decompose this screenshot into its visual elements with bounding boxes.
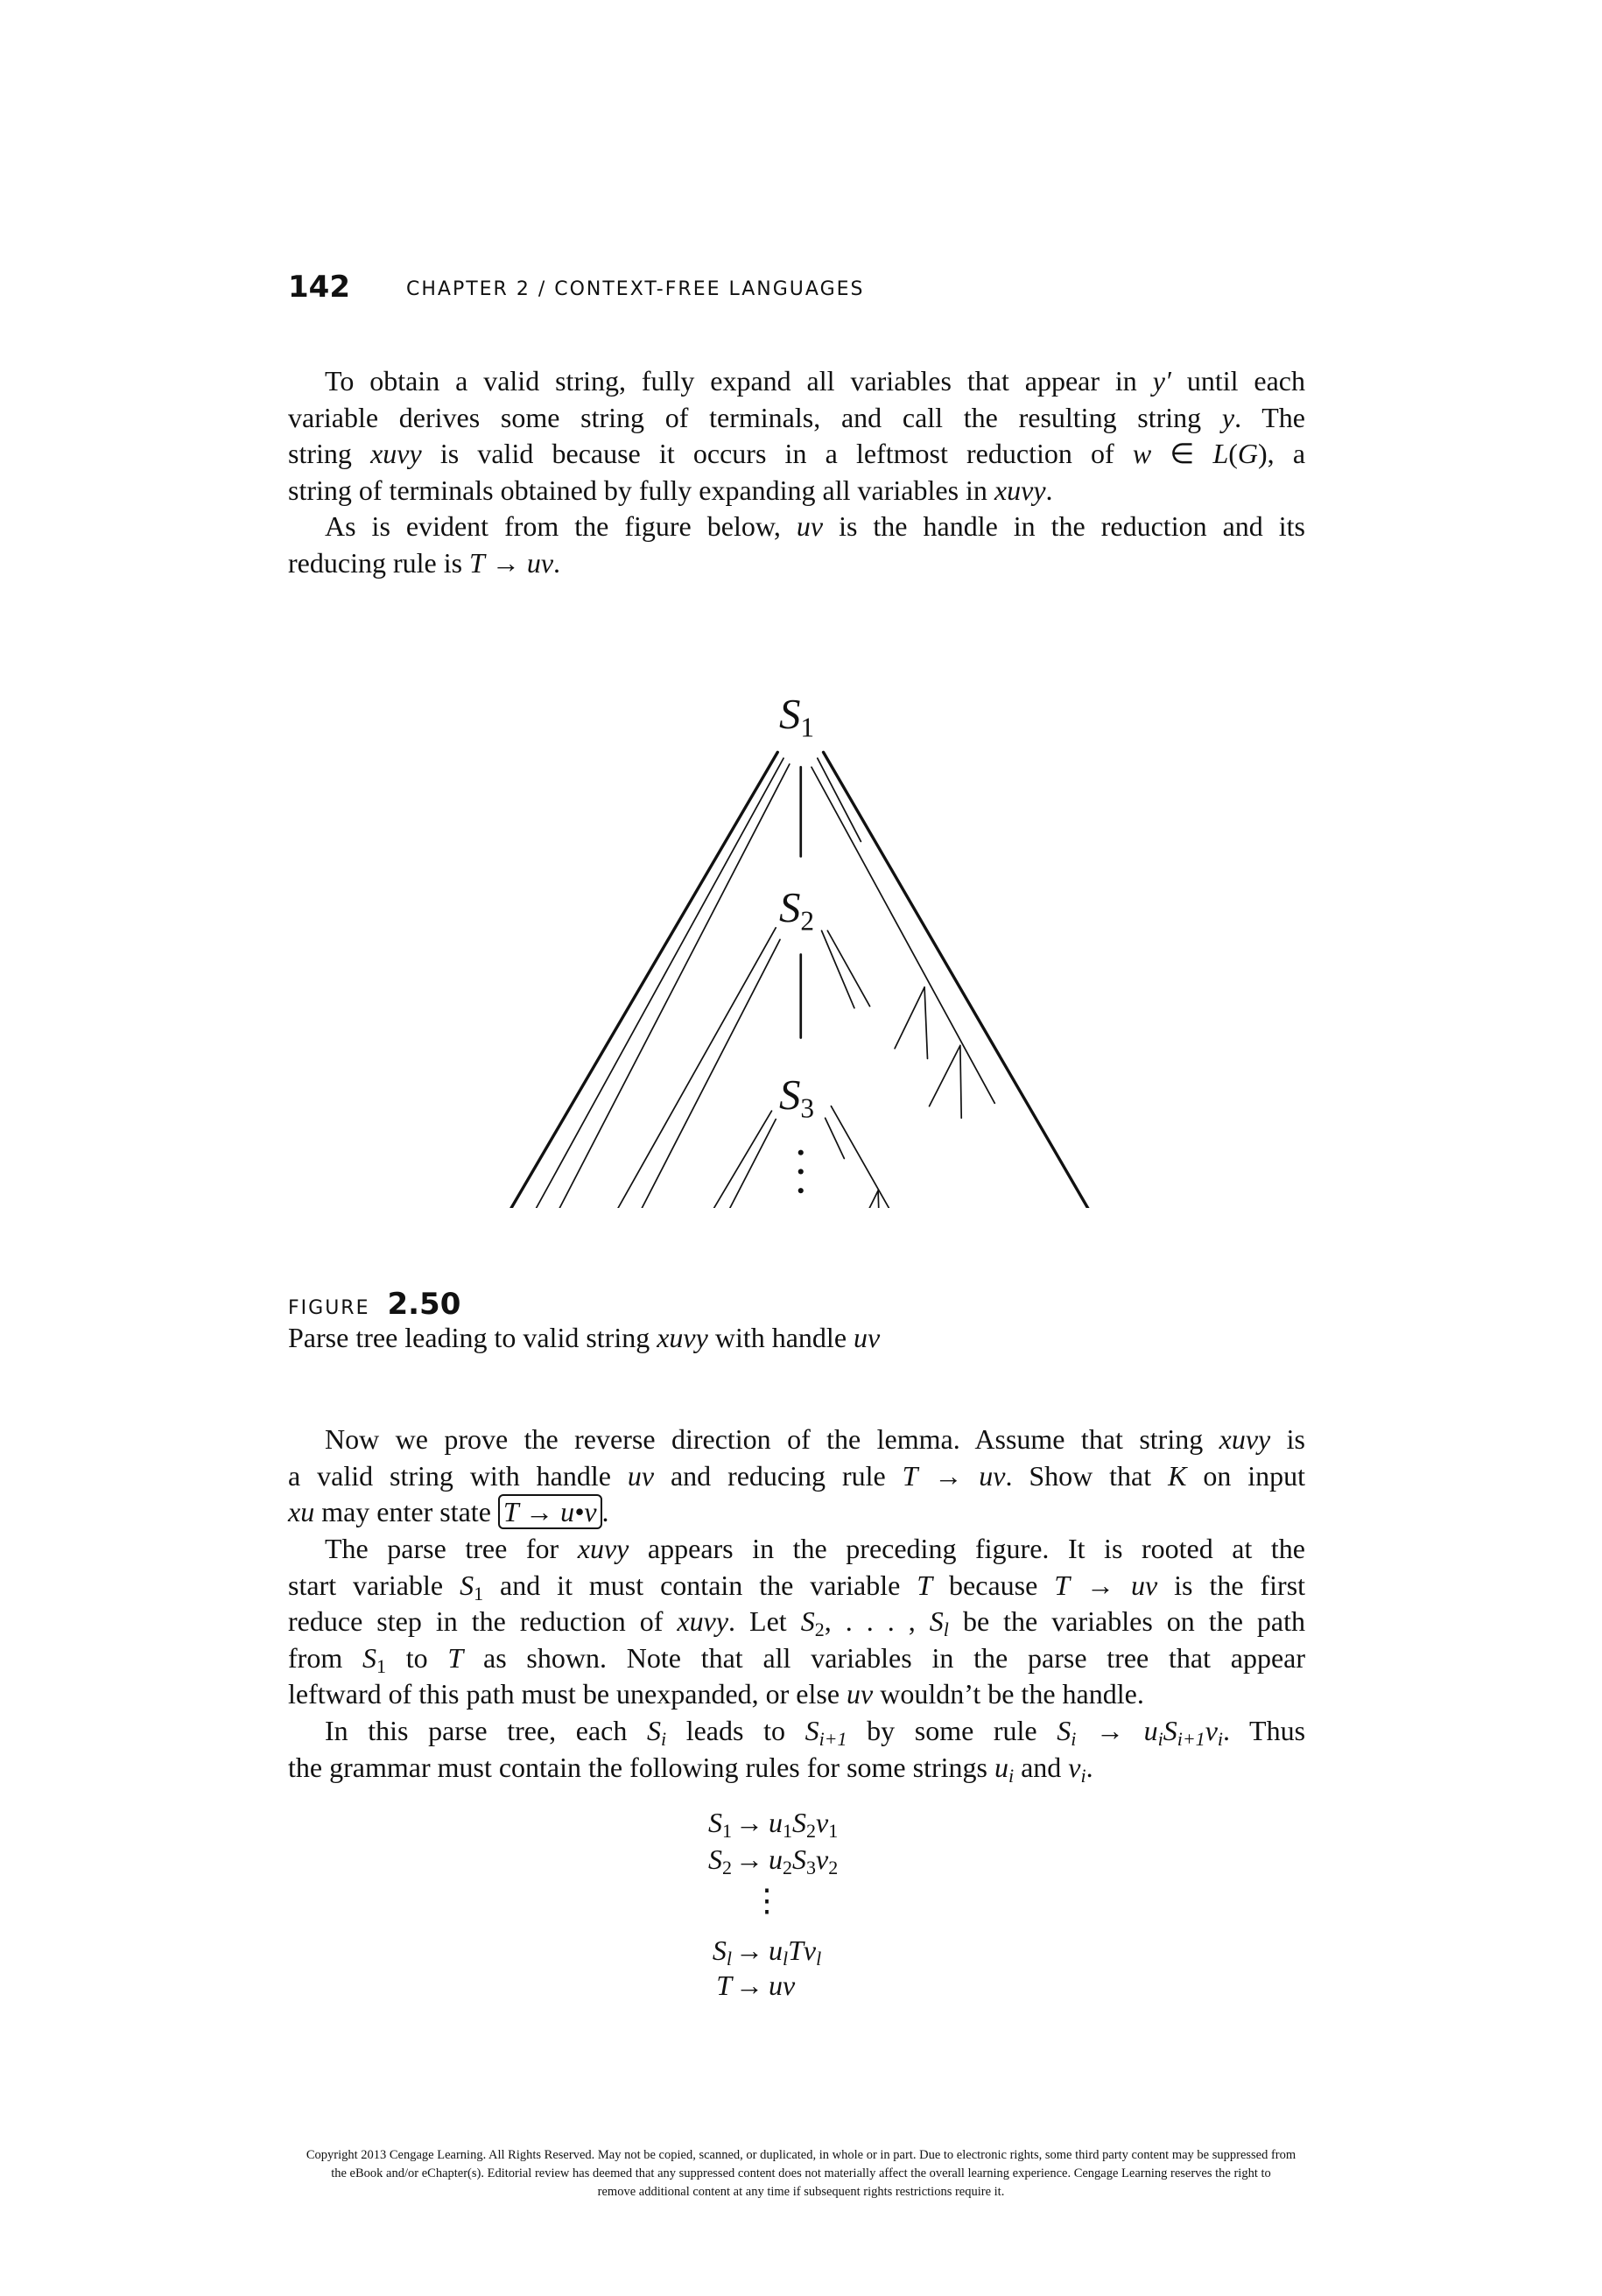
text-run: → [917, 1459, 980, 1492]
paragraph-handle-uv [288, 509, 1305, 581]
paragraph-parse-tree [288, 1531, 1305, 1713]
math-text: 1 [828, 1820, 839, 1842]
math-text: u [769, 1807, 783, 1838]
text-run: is the handle in the reduction and its [823, 510, 1306, 542]
eq-arrow: → [735, 1843, 763, 1875]
tree-branches [362, 758, 1237, 1208]
text-run: to [385, 1641, 448, 1674]
text-run: . The [1234, 401, 1306, 433]
text-run: ), a [1258, 438, 1306, 470]
math-text: S [800, 1605, 815, 1638]
node-s2: S2 [778, 883, 815, 937]
text-run: . [1086, 1751, 1093, 1783]
math-text: u [769, 1843, 783, 1875]
math-text: 1 [722, 1820, 732, 1842]
math-text: S [708, 1807, 722, 1838]
footer-line: remove additional content at any time if subsequent rights restrictions require it. [597, 2185, 1005, 2199]
parse-tree-figure [333, 630, 1261, 1208]
figure-word: FIGURE [288, 1297, 370, 1319]
math-text: T [1054, 1569, 1071, 1601]
text-line [288, 473, 1305, 509]
text-run: . [553, 546, 561, 579]
math-text: v [1068, 1751, 1081, 1783]
text-run: start variable [288, 1569, 460, 1601]
text-run: the grammar must contain the following rules for some strings [288, 1751, 994, 1783]
math-text: xu [288, 1496, 315, 1528]
math-text: T [447, 1641, 464, 1674]
text-line [288, 1750, 1305, 1787]
paragraph-obtain-valid-string [288, 363, 1305, 509]
figure-label [288, 1287, 460, 1322]
math-text: uv [796, 510, 824, 542]
math-text: y′ [1152, 365, 1171, 397]
figure-caption [288, 1322, 880, 1354]
text-line [288, 509, 1305, 545]
math-text: S [792, 1807, 806, 1838]
text-run: . Thus [1223, 1715, 1306, 1746]
text-line [288, 1568, 1305, 1604]
text-run: , . . . , [824, 1605, 930, 1638]
text-run: a valid string with handle [288, 1459, 628, 1492]
math-text: uv [979, 1459, 1006, 1492]
text-run: → [1076, 1715, 1144, 1746]
text-run: wouldn’t be the handle. [873, 1678, 1144, 1710]
vertical-ellipsis: ⋮ [751, 1883, 783, 1918]
footer-line: Copyright 2013 Cengage Learning. All Rights Reserved. May not be copied, scanned, or duplicated, in whole or in part. Due to electronic rights, some third party content may be suppressed from [306, 2148, 1296, 2162]
text-run: until each [1170, 365, 1306, 397]
text-line [288, 1604, 1305, 1640]
text-run: reducing rule is [288, 546, 470, 579]
text-line [288, 1458, 1305, 1495]
node-s3: S3 [778, 1071, 815, 1124]
math-text: v [803, 1934, 817, 1966]
math-text: u [994, 1751, 1008, 1783]
math-text: 1 [474, 1582, 484, 1604]
math-text: S [792, 1843, 806, 1875]
math-text: i [1008, 1764, 1015, 1787]
math-text: L [1212, 438, 1229, 470]
math-text: S [712, 1934, 727, 1966]
text-run: is valid because it occurs in a leftmost reduction of [421, 438, 1133, 470]
math-text: xuvy [1219, 1423, 1271, 1455]
text-run: string of terminals obtained by fully expanding all variables in [288, 474, 994, 506]
node-s1: S1 [778, 690, 815, 743]
math-text: i [1071, 1728, 1077, 1750]
text-run: be the variables on the path [948, 1605, 1306, 1638]
math-text: 2 [828, 1857, 839, 1878]
text-run: may enter state [314, 1496, 498, 1528]
copyright-footer [0, 2146, 1602, 2201]
math-text: i [660, 1728, 667, 1750]
math-text: K [1168, 1459, 1187, 1492]
math-text: i [1157, 1728, 1163, 1750]
math-text: i [1217, 1728, 1224, 1750]
math-text: uv [854, 1322, 881, 1353]
text-run: variable derives some string of terminals, and call the resulting string [288, 401, 1222, 433]
math-text: l [783, 1948, 789, 1970]
eq-rhs [769, 1967, 795, 2004]
math-text: 1 [376, 1654, 386, 1677]
text-run: Parse tree leading to valid string [288, 1322, 657, 1353]
text-run: . Show that [1005, 1459, 1169, 1492]
text-line [288, 400, 1305, 437]
tree-outline [362, 752, 1237, 1208]
text-run: To obtain a valid string, fully expand all variables that appear in [325, 365, 1153, 397]
math-text: 3 [806, 1857, 816, 1878]
text-run: is the first [1157, 1569, 1306, 1601]
text-run: . [1045, 474, 1053, 506]
text-run: Now we prove the reverse direction of the lemma. Assume that string [325, 1423, 1219, 1455]
math-text: uv [847, 1678, 874, 1710]
text-run: ∈ [1151, 438, 1213, 470]
text-line [288, 436, 1305, 473]
eq-arrow: → [735, 1934, 763, 1966]
text-run: and it must contain the variable [483, 1569, 917, 1601]
math-text: 1 [783, 1820, 792, 1842]
math-text: S [929, 1605, 944, 1638]
text-line [288, 1713, 1305, 1750]
text-run: → [484, 546, 527, 579]
math-text: w [1132, 438, 1152, 470]
eq-rhs [769, 1841, 838, 1878]
eq-lhs [716, 1967, 732, 2004]
text-run: → [1070, 1569, 1131, 1601]
math-text: T [917, 1569, 933, 1601]
math-text: xuvy [677, 1605, 729, 1638]
math-text: T [902, 1459, 918, 1492]
text-line [288, 545, 1305, 582]
text-run: with handle [707, 1322, 854, 1353]
math-text: u [769, 1934, 783, 1966]
math-text: i+1 [1177, 1728, 1205, 1750]
text-run: and [1014, 1751, 1069, 1783]
eq-arrow: → [735, 1970, 763, 2001]
text-run: The parse tree for [325, 1533, 578, 1564]
text-run: In this parse tree, each [325, 1715, 647, 1746]
math-text: S [805, 1715, 819, 1746]
math-text: xuvy [370, 438, 422, 470]
math-text: l [943, 1618, 949, 1641]
text-run: reduce step in the reduction of [288, 1605, 678, 1638]
math-text: v [816, 1807, 829, 1838]
math-text: u [1143, 1715, 1158, 1746]
eq-rhs [769, 1932, 821, 1969]
math-text: 2 [814, 1618, 825, 1641]
math-text: S [708, 1843, 722, 1875]
text-run: appears in the preceding figure. It is rooted at the [629, 1533, 1305, 1564]
state-box: T → u•v [498, 1494, 602, 1529]
math-text: l [816, 1948, 822, 1970]
eq-rhs [769, 1804, 838, 1841]
math-text: uv [526, 546, 554, 579]
footer-line: the eBook and/or eChapter(s). Editorial review has deemed that any suppressed content does not materially affect the overall learning experience. Cengage Learning reserves the right to [331, 2166, 1271, 2180]
math-text: T [788, 1934, 804, 1966]
text-run: by some rule [847, 1715, 1057, 1746]
text-run: ( [1228, 438, 1238, 470]
text-line [288, 1676, 1305, 1713]
math-text: S [362, 1641, 376, 1674]
text-run: . Let [728, 1605, 801, 1638]
text-run: as shown. Note that all variables in the parse tree that appear [463, 1641, 1306, 1674]
text-run: As is evident from the figure below, [325, 510, 797, 542]
math-text: S [460, 1569, 474, 1601]
text-line [288, 363, 1305, 400]
page-number: 142 [288, 270, 350, 305]
text-run: is [1270, 1423, 1306, 1455]
math-text: 2 [722, 1857, 732, 1878]
math-text: v [1205, 1715, 1218, 1746]
text-line [288, 1531, 1305, 1568]
text-run: on input [1186, 1459, 1306, 1492]
math-text: S [1057, 1715, 1072, 1746]
paragraph-rules [288, 1713, 1305, 1786]
text-run: because [932, 1569, 1055, 1601]
math-text: T [716, 1970, 732, 2001]
text-run: from [288, 1641, 362, 1674]
paragraph-reverse-direction [288, 1422, 1305, 1531]
math-text: S [646, 1715, 661, 1746]
math-text: T [469, 546, 485, 579]
math-text: G [1237, 438, 1258, 470]
math-text: S [1163, 1715, 1177, 1746]
text-run: . [601, 1496, 609, 1528]
text-line [288, 1422, 1305, 1458]
text-run: string [288, 438, 371, 470]
math-text: uv [1131, 1569, 1158, 1601]
text-run: leftward of this path must be unexpanded, or else [288, 1678, 847, 1710]
math-text: xuvy [657, 1322, 708, 1353]
math-text: xuvy [577, 1533, 629, 1564]
eq-lhs [708, 1841, 732, 1886]
chapter-heading: CHAPTER 2 / CONTEXT-FREE LANGUAGES [406, 278, 865, 300]
math-text: i [1080, 1764, 1086, 1787]
figure-number: 2.50 [387, 1287, 461, 1322]
math-text: uv [769, 1970, 796, 2001]
text-line [288, 1494, 1305, 1531]
text-run: and reducing rule [654, 1459, 903, 1492]
math-text: v [816, 1843, 829, 1875]
math-text: 2 [783, 1857, 792, 1878]
eq-arrow: → [735, 1807, 763, 1838]
math-text: uv [627, 1459, 655, 1492]
ellipsis-dots [798, 1150, 1022, 1208]
math-text: xuvy [994, 474, 1046, 506]
math-text: y [1221, 401, 1235, 433]
math-text: 2 [806, 1820, 816, 1842]
math-text: l [726, 1948, 732, 1970]
text-line [288, 1640, 1305, 1677]
text-run: leads to [666, 1715, 805, 1746]
math-text: i+1 [819, 1728, 847, 1750]
